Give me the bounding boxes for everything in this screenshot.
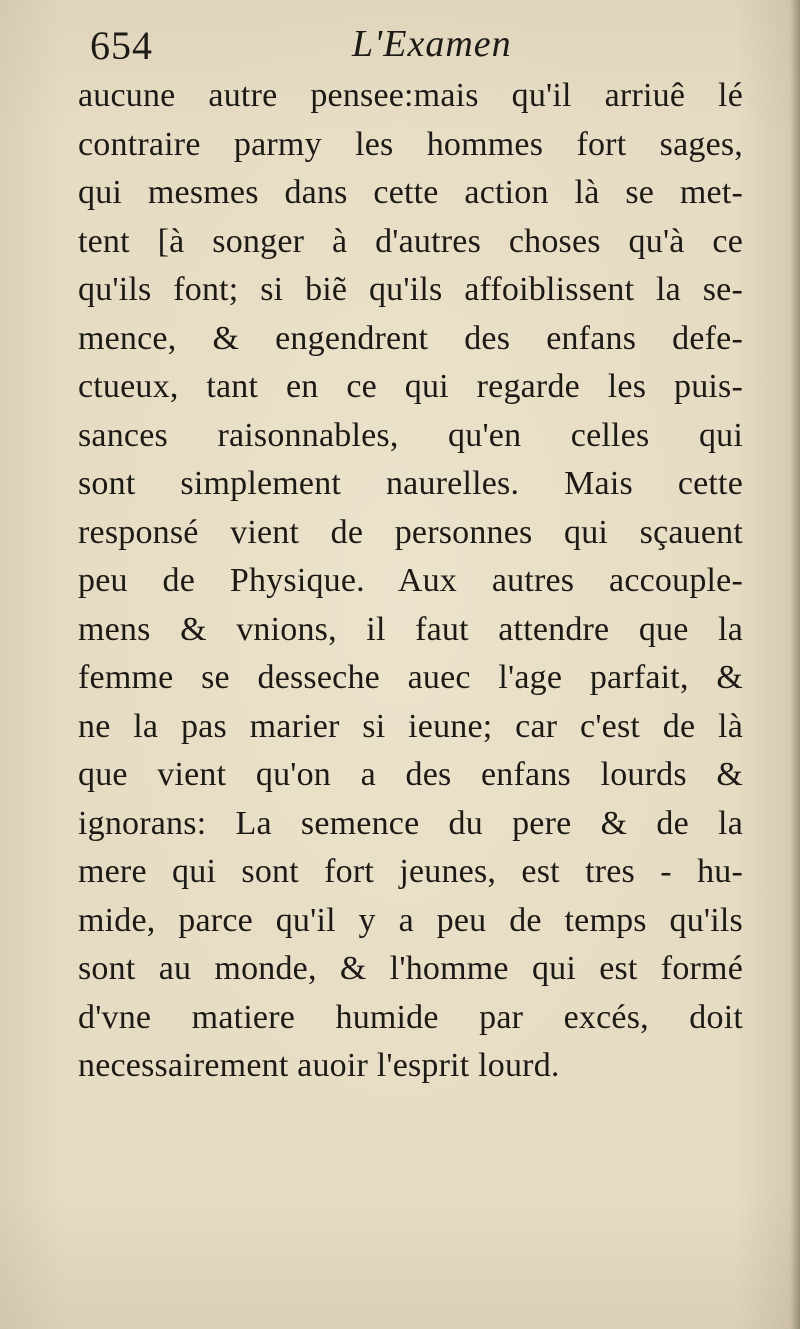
text-line: aucune autre pensee:mais qu'il arriuê lé <box>78 77 743 114</box>
text-line: ignorans: La semence du pere & de la <box>78 804 743 842</box>
text-line: ne la pas marier si ieune; car c'est de là <box>78 707 743 745</box>
text-line: d'vne matiere humide par excés, doit <box>78 998 743 1036</box>
running-title: L'Examen <box>352 23 512 65</box>
text-line: ctueux, tant en ce qui regarde les puis- <box>78 368 743 405</box>
text-line: qui mesmes dans cette action là se met- <box>78 174 743 211</box>
page-header <box>0 18 800 78</box>
text-line: sont au monde, & l'homme qui est formé <box>78 950 743 987</box>
text-line: peu de Physique. Aux autres accouple- <box>78 562 743 599</box>
text-line: mence, & engendrent des enfans defe- <box>78 319 743 357</box>
text-line: mide, parce qu'il y a peu de temps qu'ils <box>78 901 743 939</box>
text-line: tent [à songer à d'autres choses qu'à ce <box>78 222 743 260</box>
text-line: mens & vnions, il faut attendre que la <box>78 610 743 648</box>
page-edge-shadow <box>790 0 800 1329</box>
text-line: sont simplement naurelles. Mais cette <box>78 465 743 502</box>
page-number: 654 <box>90 23 153 68</box>
text-line: que vient qu'on a des enfans lourds & <box>78 756 743 793</box>
text-line: responsé vient de personnes qui sçauent <box>78 513 743 551</box>
text-line: necessairement auoir l'esprit lourd. <box>78 1047 560 1084</box>
text-line: qu'ils font; si biẽ qu'ils affoiblissent la se- <box>78 271 743 308</box>
text-line: mere qui sont fort jeunes, est tres - hu- <box>78 853 743 890</box>
body-text <box>78 72 743 1091</box>
text-line: contraire parmy les hommes fort sages, <box>78 125 743 163</box>
text-line: femme se desseche auec l'age parfait, & <box>78 659 743 696</box>
text-line: sances raisonnables, qu'en celles qui <box>78 416 743 454</box>
